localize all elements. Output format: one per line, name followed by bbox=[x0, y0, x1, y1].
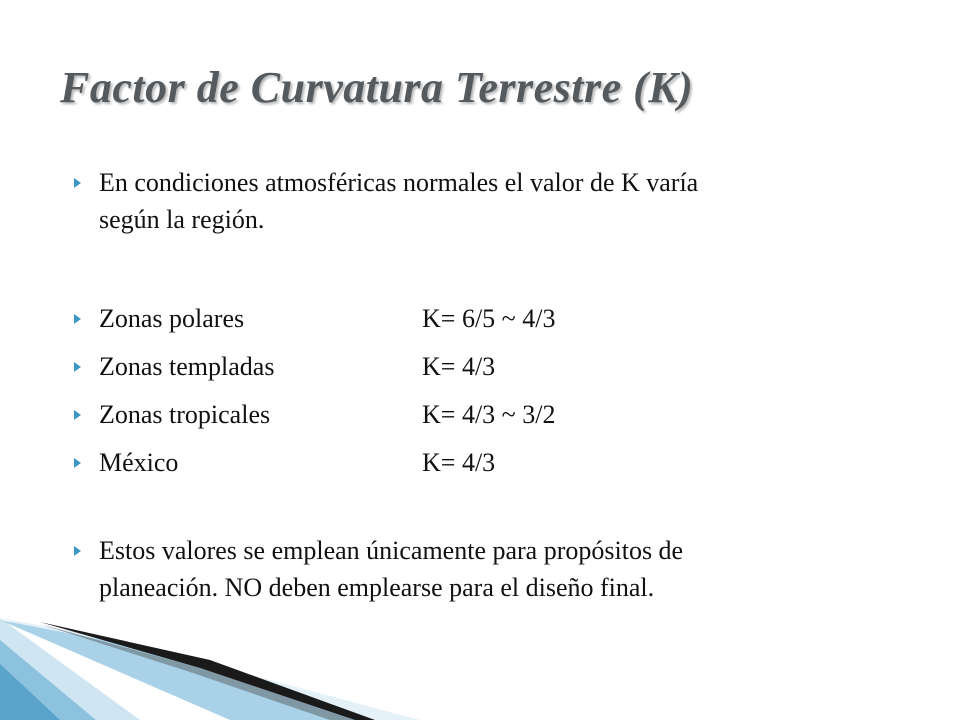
note-line-2: planeación. NO deben emplearse para el diseño final. bbox=[99, 573, 655, 602]
intro-line-2: según la región. bbox=[99, 205, 265, 234]
zone-k-value: K= 4/3 bbox=[422, 448, 496, 477]
triangle-right-icon bbox=[74, 546, 81, 556]
zone-name: Zonas tropicales bbox=[99, 400, 271, 429]
triangle-right-icon bbox=[74, 410, 81, 420]
triangle-right-icon bbox=[74, 314, 81, 324]
zone-name: Zonas templadas bbox=[99, 352, 275, 381]
intro-line-1: En condiciones atmosféricas normales el valor de K varía bbox=[99, 168, 699, 197]
zone-name: México bbox=[99, 448, 179, 477]
zone-k-value: K= 4/3 ~ 3/2 bbox=[422, 400, 556, 429]
zone-name: Zonas polares bbox=[99, 304, 245, 333]
zone-k-value: K= 4/3 bbox=[422, 352, 496, 381]
zone-k-value: K= 6/5 ~ 4/3 bbox=[422, 304, 556, 333]
note-line-1: Estos valores se emplean únicamente para propósitos de bbox=[99, 536, 684, 565]
slide-title: Factor de Curvatura Terrestre (K) bbox=[60, 63, 694, 112]
triangle-right-icon bbox=[74, 178, 81, 188]
triangle-right-icon bbox=[74, 362, 81, 372]
triangle-right-icon bbox=[74, 458, 81, 468]
